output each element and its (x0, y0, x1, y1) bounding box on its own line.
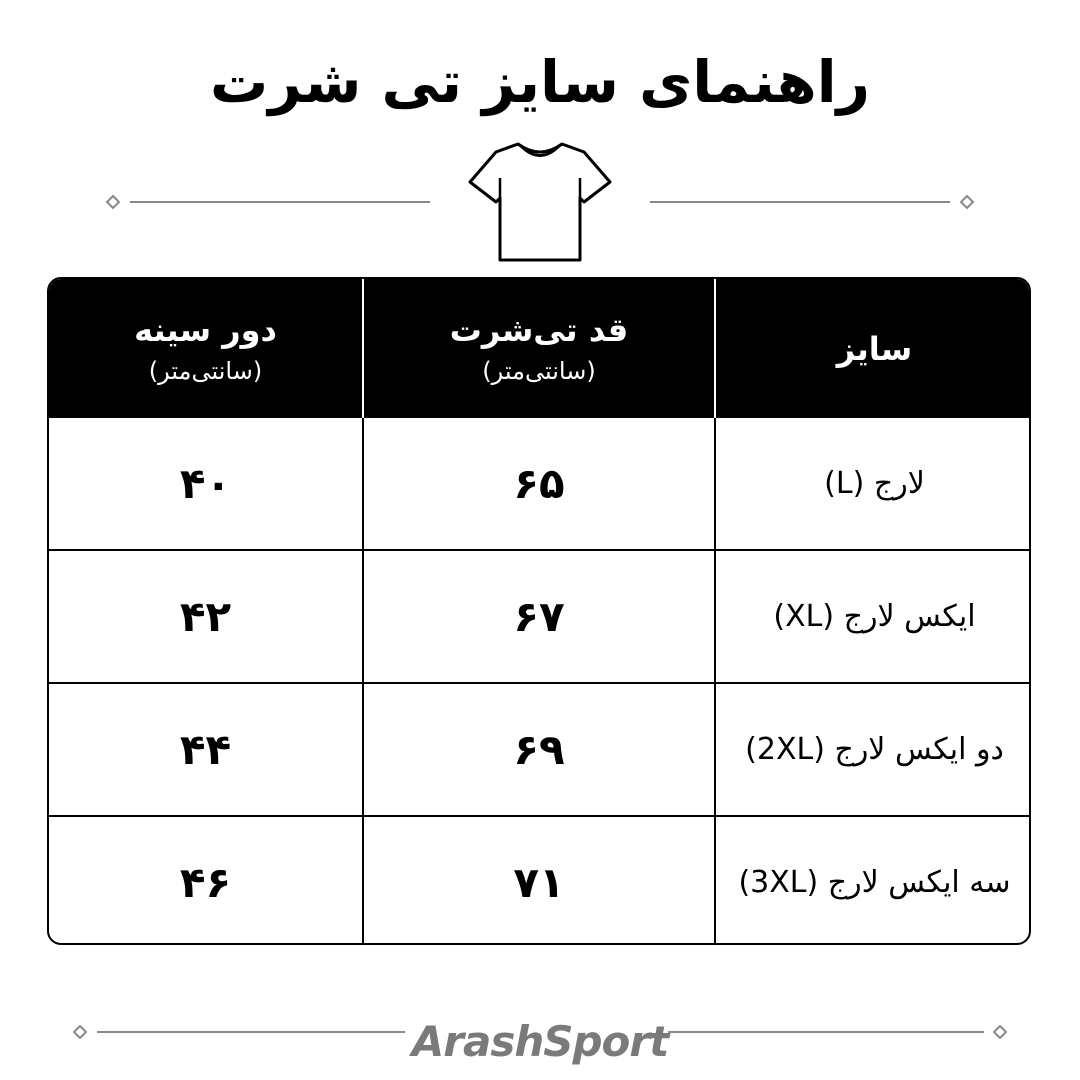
top-divider (0, 192, 1080, 212)
length-cell: ۶۵ (363, 418, 715, 550)
page-title: راهنمای سایز تی شرت (209, 48, 871, 116)
brand-logo: ArashSport (411, 1017, 669, 1066)
header-chest-label: دور سینه (134, 310, 277, 349)
table-row (49, 418, 1031, 550)
length-cell: ۶۹ (363, 683, 715, 816)
size-table (47, 277, 1031, 945)
size-cell: سه ایکس لارج (3XL) (715, 816, 1031, 945)
size-cell: لارج (L) (715, 418, 1031, 550)
size-cell: ایکس لارج (XL) (715, 550, 1031, 683)
header-chest-unit: (سانتی‌متر) (148, 356, 263, 385)
header-chest (49, 279, 363, 418)
table-header-row (49, 279, 1031, 418)
size-cell: دو ایکس لارج (2XL) (715, 683, 1031, 816)
table-row (49, 816, 1031, 945)
chest-cell: ۴۶ (49, 816, 363, 945)
header-size-label: سایز (836, 329, 913, 368)
chest-cell: ۴۰ (179, 459, 232, 508)
length-cell: ۶۷ (363, 550, 715, 683)
header-length (363, 279, 715, 418)
length-cell: ۷۱ (363, 816, 715, 945)
chest-cell: ۴۴ (49, 683, 363, 816)
chest-cell: ۴۲ (49, 550, 363, 683)
diamond-icon (961, 196, 973, 208)
diamond-icon (107, 196, 119, 208)
table-row (49, 683, 1031, 816)
header-length-unit: (سانتی‌متر) (482, 356, 596, 385)
table-row (49, 550, 1031, 683)
header-size (715, 279, 1031, 418)
header-length-label: قد تی‌شرت (449, 310, 629, 349)
